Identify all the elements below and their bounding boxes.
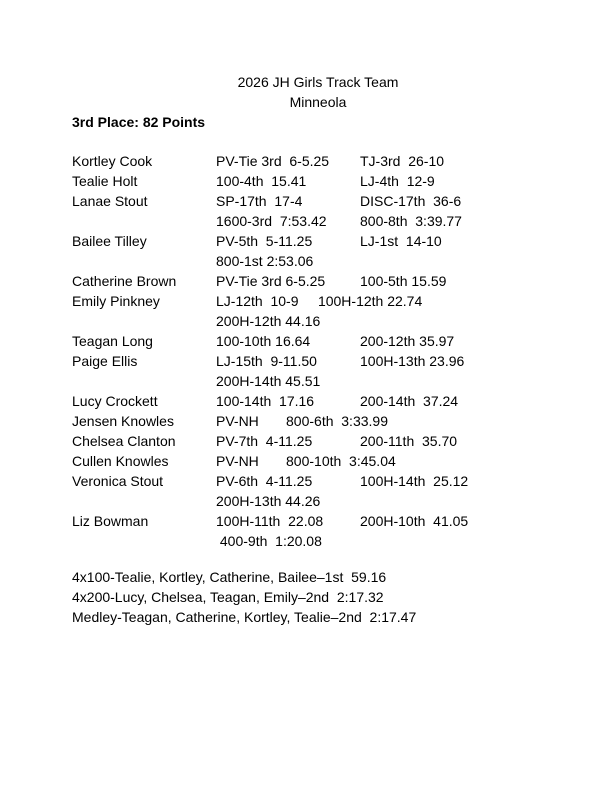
result-1: PV-5th 5-11.25: [216, 233, 313, 249]
athlete-name: Veronica Stout: [72, 473, 164, 489]
athlete-name: Teagan Long: [72, 333, 153, 349]
athlete-name: Jensen Knowles: [72, 413, 174, 429]
relay-line: Medley-Teagan, Catherine, Kortley, Tealie–2nd 2:17.47: [72, 609, 417, 625]
result-1: 100-4th 15.41: [216, 173, 307, 189]
result-1: 800-1st 2:53.06: [216, 253, 314, 269]
result-1: LJ-12th 10-9 100H-12th 22.74: [216, 293, 423, 309]
athlete-name: Bailee Tilley: [72, 233, 147, 249]
athlete-name: Cullen Knowles: [72, 453, 169, 469]
athlete-name: Lanae Stout: [72, 193, 148, 209]
athlete-name: Liz Bowman: [72, 513, 149, 529]
result-1: PV-NH 800-6th 3:33.99: [216, 413, 388, 429]
result-1: PV-7th 4-11.25: [216, 433, 313, 449]
relay-line: 4x200-Lucy, Chelsea, Teagan, Emily–2nd 2:17.32: [72, 589, 384, 605]
result-1: PV-Tie 3rd 6-5.25: [216, 153, 330, 169]
result-1: 100-14th 17.16: [216, 393, 315, 409]
result-2: LJ-4th 12-9: [360, 173, 435, 189]
school-name: Minneola: [289, 94, 347, 110]
result-1: PV-Tie 3rd 6-5.25: [216, 273, 326, 289]
relay-line: 4x100-Tealie, Kortley, Catherine, Bailee–1st 59.16: [72, 569, 387, 585]
result-2: 200-14th 37.24: [360, 393, 459, 409]
athlete-name: Lucy Crockett: [72, 393, 158, 409]
result-2: 100H-14th 25.12: [360, 473, 469, 489]
result-1: 100H-11th 22.08: [216, 513, 324, 529]
athlete-name: Chelsea Clanton: [72, 433, 176, 449]
document-title: 2026 JH Girls Track Team: [237, 74, 399, 90]
team-placement: 3rd Place: 82 Points: [72, 114, 206, 130]
result-2: 100-5th 15.59: [360, 273, 447, 289]
result-1: PV-NH 800-10th 3:45.04: [216, 453, 396, 469]
athlete-name: Catherine Brown: [72, 273, 177, 289]
result-1: 400-9th 1:20.08: [216, 533, 322, 549]
result-1: SP-17th 17-4: [216, 193, 303, 209]
athlete-name: Paige Ellis: [72, 353, 138, 369]
result-2: LJ-1st 14-10: [360, 233, 442, 249]
result-1: 200H-14th 45.51: [216, 373, 321, 389]
result-1: LJ-15th 9-11.50: [216, 353, 317, 369]
result-2: 200-12th 35.97: [360, 333, 455, 349]
result-2: TJ-3rd 26-10: [360, 153, 445, 169]
athlete-name: Tealie Holt: [72, 173, 138, 189]
result-2: DISC-17th 36-6: [360, 193, 462, 209]
result-1: PV-6th 4-11.25: [216, 473, 313, 489]
athlete-name: Emily Pinkney: [72, 293, 160, 309]
relay-results: [72, 567, 416, 627]
result-2: 100H-13th 23.96: [360, 353, 465, 369]
result-1: 200H-13th 44.26: [216, 493, 321, 509]
result-1: 200H-12th 44.16: [216, 313, 321, 329]
athlete-name: Kortley Cook: [72, 153, 153, 169]
result-2: 800-8th 3:39.77: [360, 213, 462, 229]
result-1: 1600-3rd 7:53.42: [216, 213, 327, 229]
result-1: 100-10th 16.64: [216, 333, 311, 349]
result-2: 200-11th 35.70: [360, 433, 458, 449]
result-2: 200H-10th 41.05: [360, 513, 469, 529]
